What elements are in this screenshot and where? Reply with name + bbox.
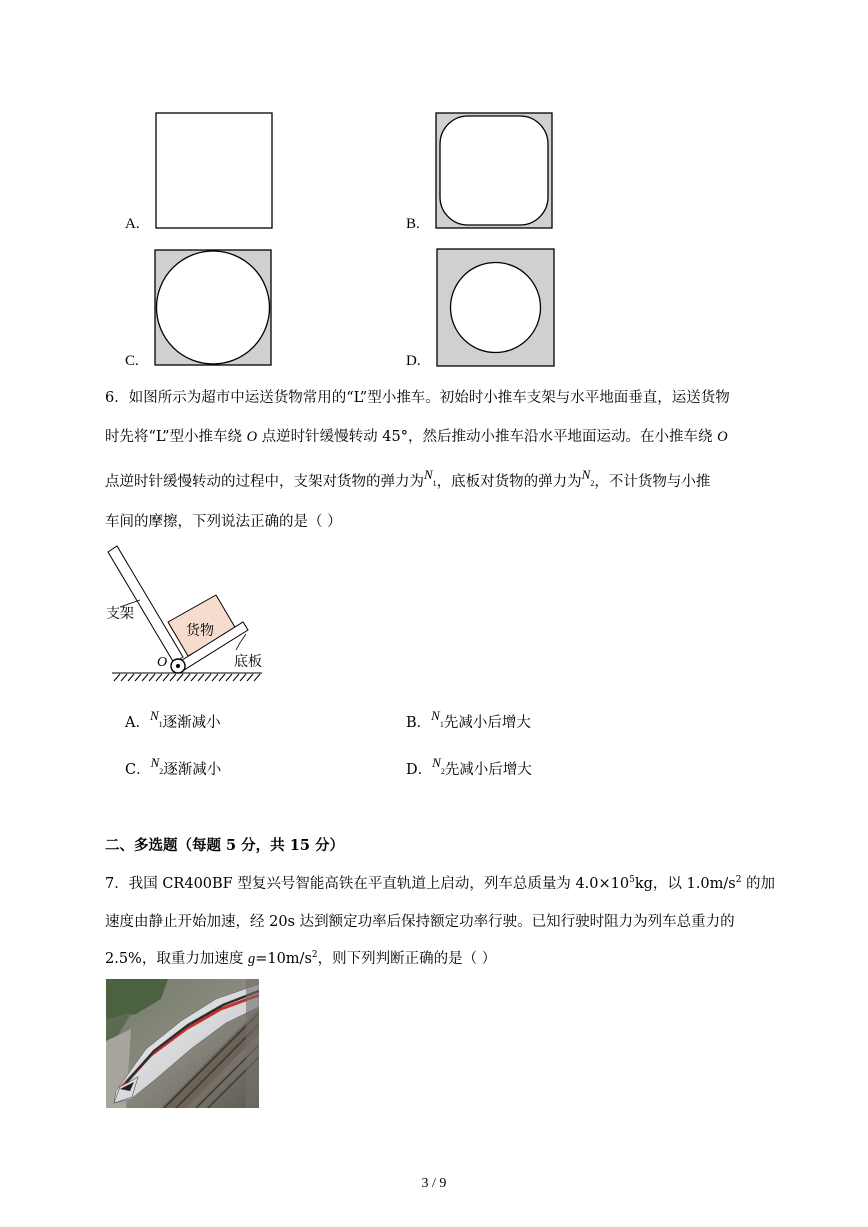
gravity-symbol: g [247,951,256,967]
n1-symbol: N1 [424,467,437,488]
q6-line-1: 6．如图所示为超市中运送货物常用的“L”型小推车。初始时小推车支架与水平地面垂直，运送货物 [105,390,730,406]
goods-label: 货物 [186,623,214,639]
q7-line-3-pre: 2.5%，取重力加速度 [105,951,248,967]
q7-line-1-pre: 7．我国 CR400BF 型复兴号智能高铁在平直轨道上启动，列车总质量为 4.0×10 [105,876,630,892]
option-a-label: A. [125,216,140,232]
q7-line-3-mid: =10m/s [255,951,312,967]
option-text: 逐渐减小 [163,762,222,778]
option-b-label: B. [406,216,420,232]
n2-symbol: N2 [432,755,445,776]
option-c-label: C. [125,353,139,369]
q7-line-1-post: 的加 [741,876,776,892]
q6-line-2 [105,425,728,446]
n2-symbol: N2 [150,755,164,776]
option-d-figure [436,248,556,368]
q7-line-1-mid: kg，以 1.0m/s [634,876,736,892]
q7-line-3-post: ，则下列判断正确的是（ ） [317,951,497,967]
q6-line-3 [105,467,711,491]
q7-line-1 [105,872,775,893]
option-a-figure [155,112,275,230]
n1-symbol: N1 [149,708,163,729]
q6-option-d [406,755,532,779]
section-heading: 二、多选题（每题 5 分，共 15 分） [105,837,344,854]
pivot-o-symbol: O [246,429,258,445]
option-label: C． [125,762,151,778]
option-label: D． [406,762,433,778]
option-text: 逐渐减小 [162,715,221,731]
q6-option-a [125,708,221,732]
q6-option-c [125,755,222,779]
option-label: A． [125,715,150,731]
pivot-label: O [157,655,168,670]
q7-line-2: 速度由静止开始加速，经 20s 达到额定功率后保持额定功率行驶。已知行驶时阻力为列车总重力的 [105,914,735,930]
n2-symbol: N2 [581,467,595,488]
option-c-figure [154,249,274,367]
pivot-o-symbol-2: O [717,429,728,445]
q6-line-2-post: 点逆时针缓慢转动 45°，然后推动小推车沿水平地面运动。在小推车绕 [257,429,718,445]
q7-exponent-3: 2 [311,950,318,961]
option-d-label: D. [406,353,421,369]
option-label: B． [406,715,432,731]
q6-line-4: 车间的摩擦，下列说法正确的是（ ） [105,514,342,530]
q6-line-3-mid: ，底板对货物的弹力为 [436,474,582,490]
ground-hatch [112,673,262,681]
option-b-figure [435,112,555,230]
q6-line-3-pre: 点逆时针缓慢转动的过程中，支架对货物的弹力为 [105,474,424,490]
train-photo [106,979,259,1108]
q7-exponent: 5 [629,875,635,886]
support-label: 支架 [106,606,134,622]
q7-exponent-2: 2 [735,875,742,886]
page-number: 3 / 9 [421,1176,447,1191]
q6-line-3-post: ，不计货物与小推 [594,474,711,490]
q7-line-3 [105,947,496,968]
base-label: 底板 [234,654,262,670]
q6-line-2-pre: 时先将“L”型小推车绕 [105,429,247,445]
q6-option-b [406,708,531,732]
option-text: 先减小后增大 [443,715,531,731]
option-text: 先减小后增大 [444,762,532,778]
n1-symbol: N1 [431,708,444,729]
